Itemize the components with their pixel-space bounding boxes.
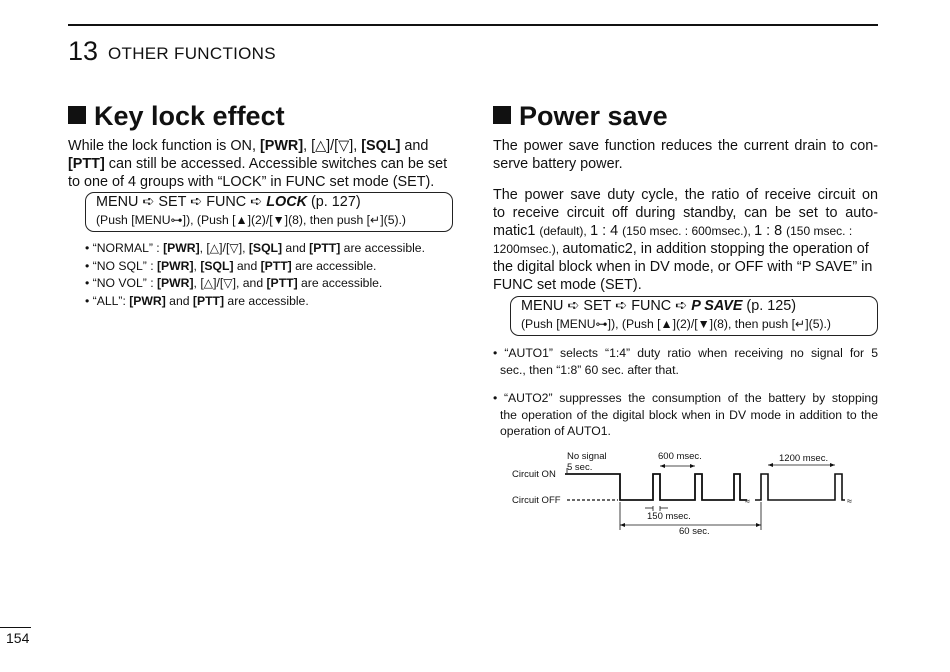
150-msec-label: 150 msec. [647, 511, 691, 522]
square-bullet-icon [68, 106, 86, 124]
header-rule [68, 24, 878, 26]
600-msec-label: 600 msec. [658, 451, 702, 462]
square-bullet-icon [493, 106, 511, 124]
bullet-no-sql: • “NO SQL” : [PWR], [SQL] and [PTT] are accessible. [85, 259, 377, 273]
menu-path: MENU ➪ SET ➪ FUNC ➪ P SAVE (p. 125) [521, 298, 797, 314]
circuit-off-label: Circuit OFF [512, 495, 561, 506]
key-lock-menu-box [85, 192, 453, 232]
key-lock-title: Key lock effect [94, 101, 285, 131]
power-save-duty-paragraph: The power save duty cycle, the ratio of receive circuit on to receive circuit off during standby, can be set to auto- matic1 (default), 1 : 4 (150 msec. : 600msec.), 1 : 8 (150 msec. : 1200msec.), automatic2, in addition stopping the operation of the digital block when in DV mode, or OFF with “P SAVE” in FUNC set mode (SET). [493, 187, 878, 293]
power-save-title: Power save [519, 101, 668, 131]
power-save-menu-box [510, 296, 878, 336]
60-sec-label: 60 sec. [679, 526, 710, 537]
page-number: 154 [6, 630, 30, 646]
circuit-on-label: Circuit ON [512, 469, 556, 480]
break-mark-icon: ≈ [745, 496, 750, 506]
bullet-no-vol: • “NO VOL” : [PWR], [△]/[▽], and [PTT] are accessible. [85, 276, 383, 290]
circuit-waveform [565, 474, 747, 500]
chapter-number: 13 [68, 36, 99, 66]
break-mark-icon: ≈ [847, 496, 852, 506]
menu-keys: (Push [MENU⊶]), (Push [▲](2)/[▼](8), then push [↵](5).) [96, 213, 406, 227]
bullet-all: • “ALL”: [PWR] and [PTT] are accessible. [85, 294, 309, 308]
1200-msec-label: 1200 msec. [779, 453, 829, 464]
power-save-heading [493, 101, 668, 132]
menu-path: MENU ➪ SET ➪ FUNC ➪ LOCK (p. 127) [96, 194, 361, 210]
bullet-normal: • “NORMAL” : [PWR], [△]/[▽], [SQL] and [PTT] are accessible. [85, 241, 425, 255]
auto2-note: • “AUTO2” suppresses the consumption of the battery by stopping the operation of the digital block when in DV mode in addition to the operation of AUTO1. [493, 391, 878, 438]
page-number-rule [0, 627, 31, 628]
five-sec-label: 5 sec. [567, 462, 593, 473]
chapter-title: OTHER FUNCTIONS [108, 44, 276, 63]
power-save-timing-diagram [505, 448, 865, 543]
key-lock-heading [68, 101, 285, 132]
key-lock-paragraph: While the lock function is ON, [PWR], [△]/[▽], [SQL] and [PTT] can still be accessed. Accessible switches can be set to one of 4 groups with “LOCK” in FUNC set mode (SET). [68, 138, 448, 190]
menu-keys: (Push [MENU⊶]), (Push [▲](2)/[▼](8), then push [↵](5).) [521, 317, 831, 331]
power-save-intro: The power save function reduces the current drain to con- serve battery power. [493, 138, 878, 172]
auto1-note: • “AUTO1” selects “1:4” duty ratio when receiving no signal for 5 sec., then “1:8” 60 sec. after that. [493, 346, 878, 377]
no-signal-label: No signal [567, 451, 607, 462]
